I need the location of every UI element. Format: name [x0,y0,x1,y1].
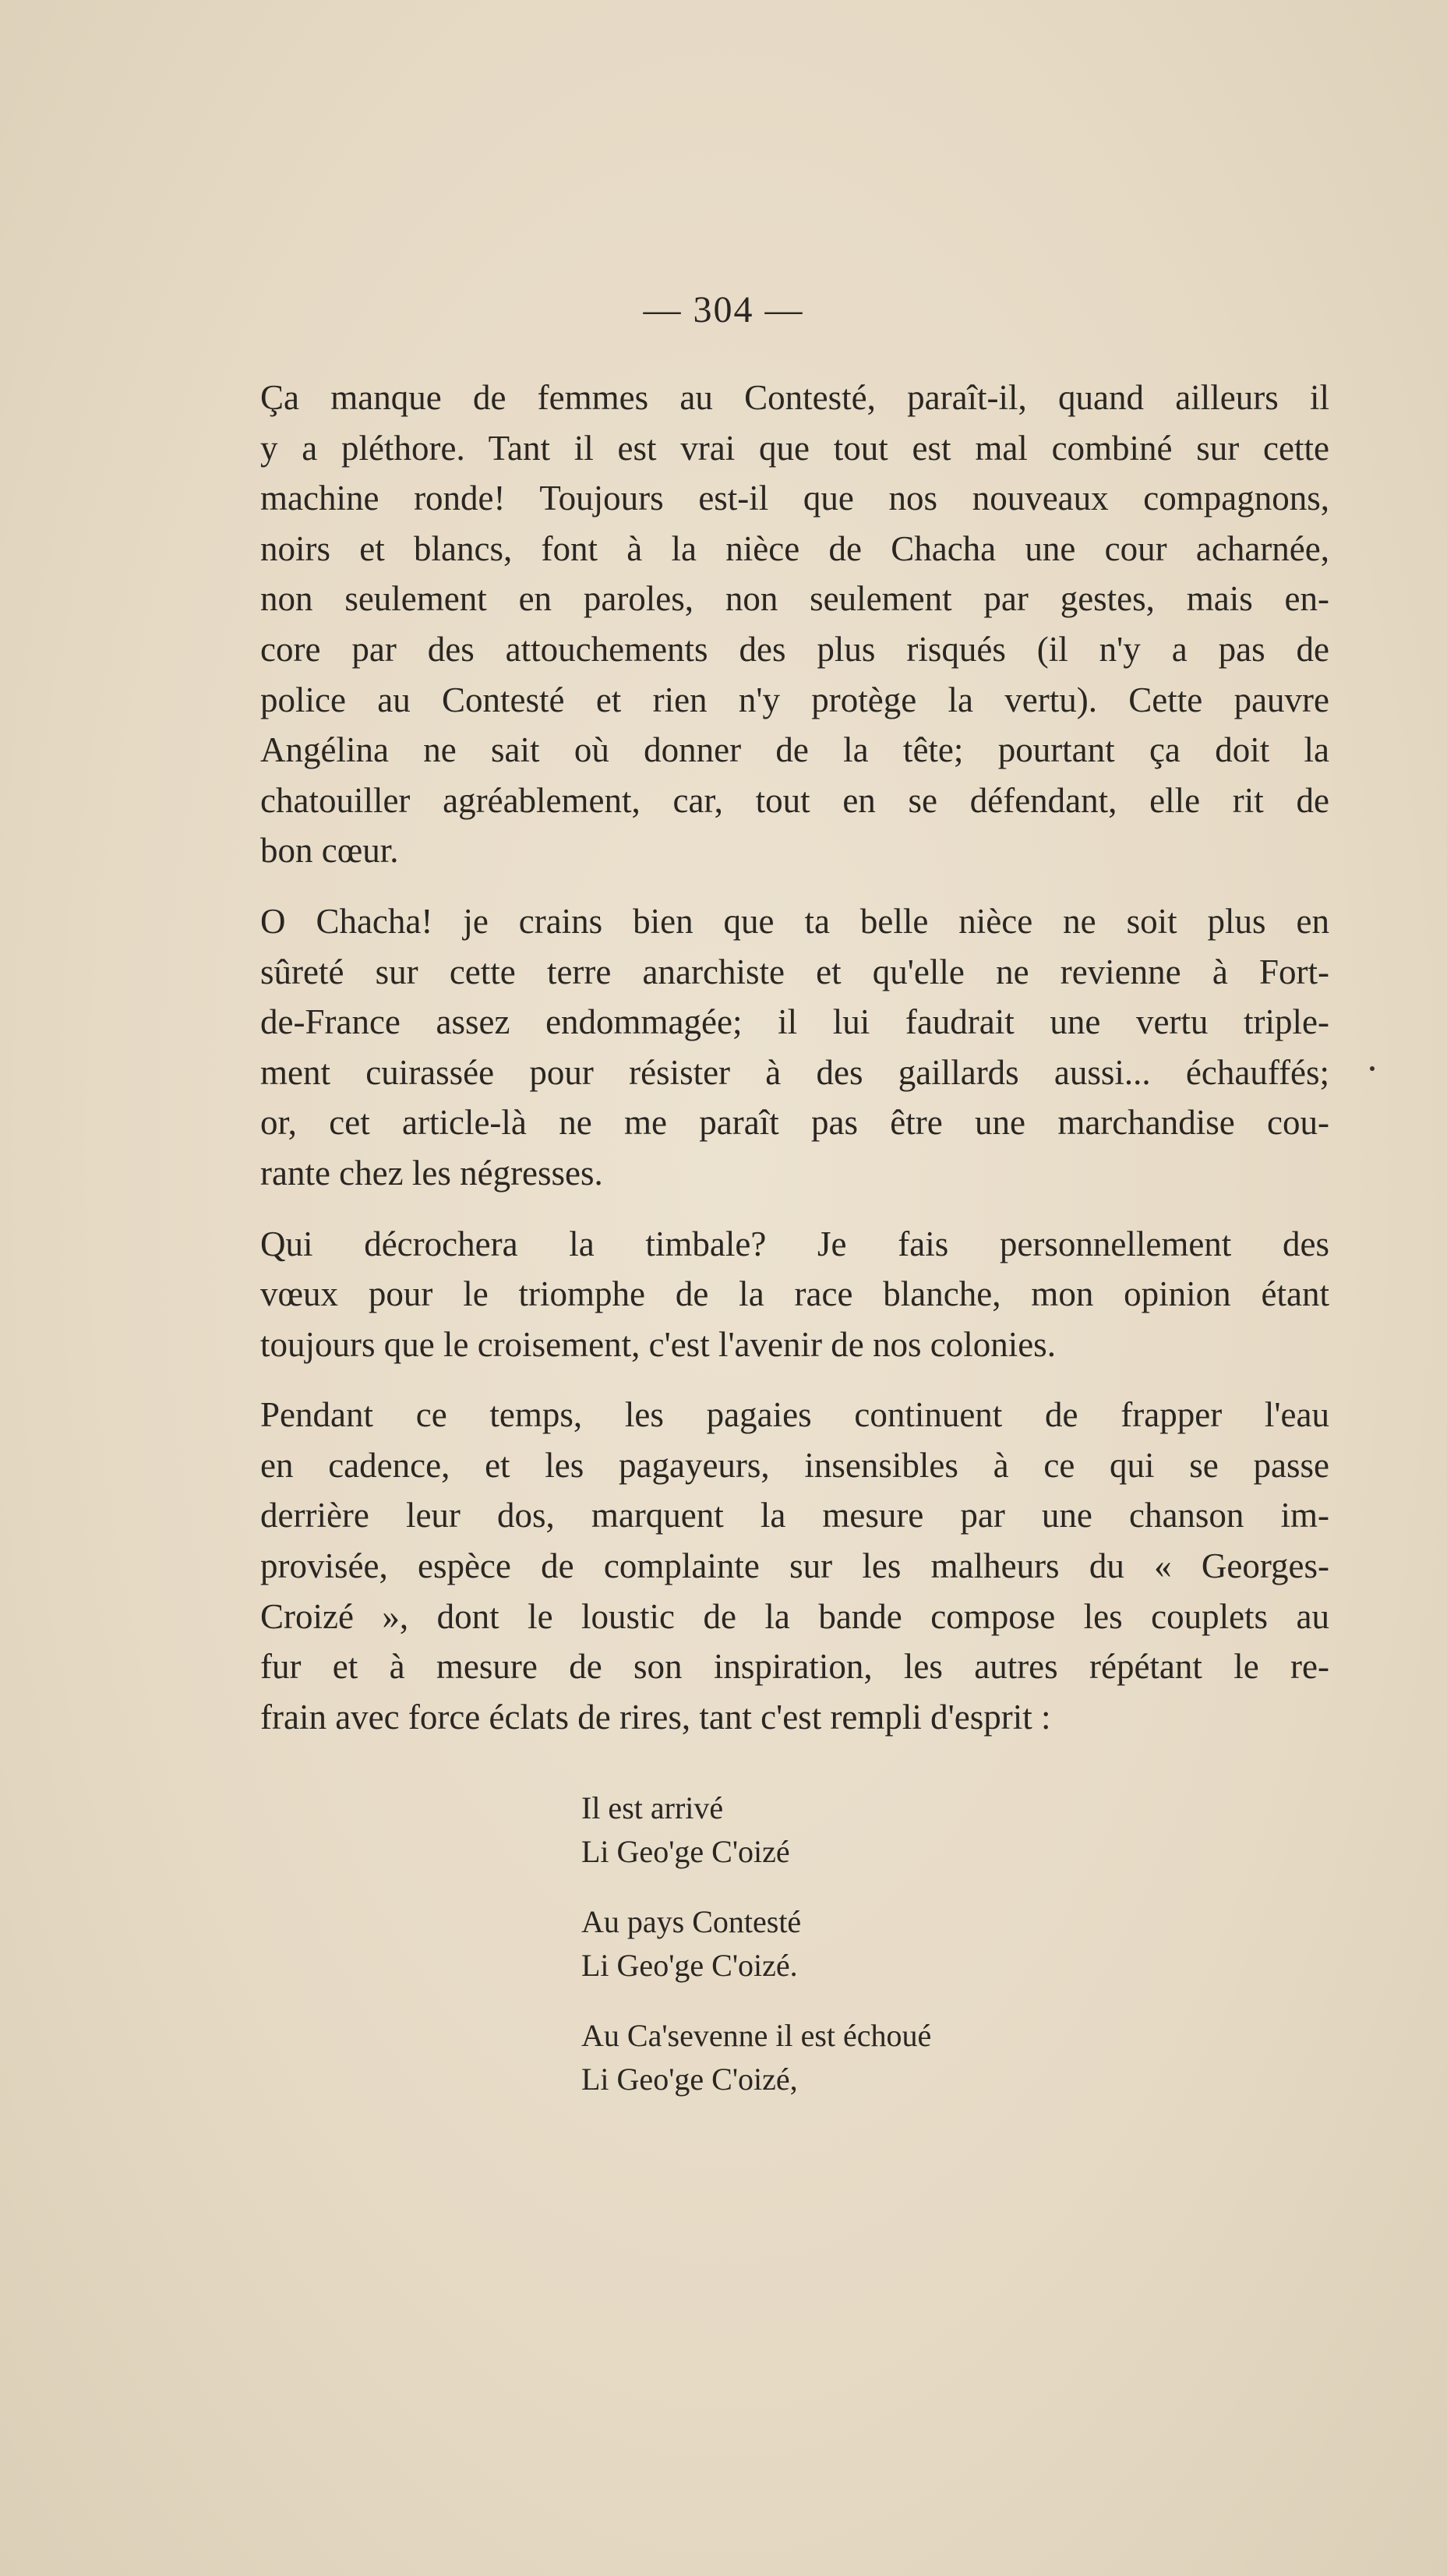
margin-mark [1370,1066,1375,1071]
text-line: toujours que le croisement, c'est l'avenir de nos colonies. [260,1324,1056,1364]
text-line: provisée, espèce de complainte sur les malheurs du « Georges- [260,1546,1329,1586]
text-line: chatouiller agréablement, car, tout en se défendant, elle rit de [260,780,1329,820]
verse-line: Li Geo'ge C'oizé, [581,2062,798,2097]
text-line: noirs et blancs, font à la nièce de Chacha une cour acharnée, [260,528,1329,568]
paragraph-3 [260,1219,1329,1370]
text-line: sûreté sur cette terre anarchiste et qu'elle ne revienne à Fort- [260,952,1329,991]
body-text [260,373,1329,1742]
verse-line: Il est arrivé [581,1790,724,1825]
text-line: en cadence, et les pagayeurs, insensibles à ce qui se passe [260,1445,1329,1485]
text-line: rante chez les négresses. [260,1153,603,1193]
text-line: Pendant ce temps, les pagaies continuent de frapper l'eau [260,1395,1329,1435]
text-line: police au Contesté et rien n'y protège la vertu). Cette pauvre [260,680,1329,719]
text-line: fur et à mesure de son inspiration, les autres répétant le re- [260,1647,1329,1687]
text-line: O Chacha! je crains bien que ta belle nièce ne soit plus en [260,901,1329,941]
text-line: Croizé », dont le loustic de la bande compose les couplets au [260,1596,1329,1636]
stanza-2 [581,1900,1127,1988]
text-line: Qui décrochera la timbale? Je fais personnellement des [260,1224,1329,1263]
song-verses [581,1786,1127,2128]
paragraph-2 [260,896,1329,1199]
text-line: Angélina ne sait où donner de la tête; pourtant ça doit la [260,730,1329,770]
text-line: bon cœur. [260,831,399,871]
text-line: non seulement en paroles, non seulement par gestes, mais en- [260,579,1329,619]
verse-line: Li Geo'ge C'oizé. [581,1948,798,1983]
stanza-1 [581,1786,1127,1874]
text-line: frain avec force éclats de rires, tant c'est rempli d'esprit : [260,1697,1051,1737]
text-line: machine ronde! Toujours est-il que nos nouveaux compagnons, [260,479,1329,518]
text-line: ment cuirassée pour résister à des gaillards aussi... échauffés; [260,1052,1329,1092]
text-line: derrière leur dos, marquent la mesure par une chanson im- [260,1496,1329,1535]
verse-line: Au pays Contesté [581,1904,802,1939]
page-number: — 304 — [643,289,804,330]
text-line: core par des attouchements des plus risqués (il n'y a pas de [260,629,1329,669]
stanza-3 [581,2014,1127,2101]
verse-line: Li Geo'ge C'oizé [581,1834,790,1869]
text-line: vœux pour le triomphe de la race blanche, mon opinion étant [260,1274,1329,1314]
paragraph-4 [260,1390,1329,1742]
text-line: or, cet article-là ne me paraît pas être une marchandise cou- [260,1103,1329,1143]
paragraph-1 [260,373,1329,876]
text-line: y a pléthore. Tant il est vrai que tout est mal combiné sur cette [260,428,1329,468]
verse-line: Au Ca'sevenne il est échoué [581,2018,932,2053]
text-line: de-France assez endommagée; il lui faudrait une vertu triple- [260,1002,1329,1042]
text-line: Ça manque de femmes au Contesté, paraît-il, quand ailleurs il [260,378,1329,417]
